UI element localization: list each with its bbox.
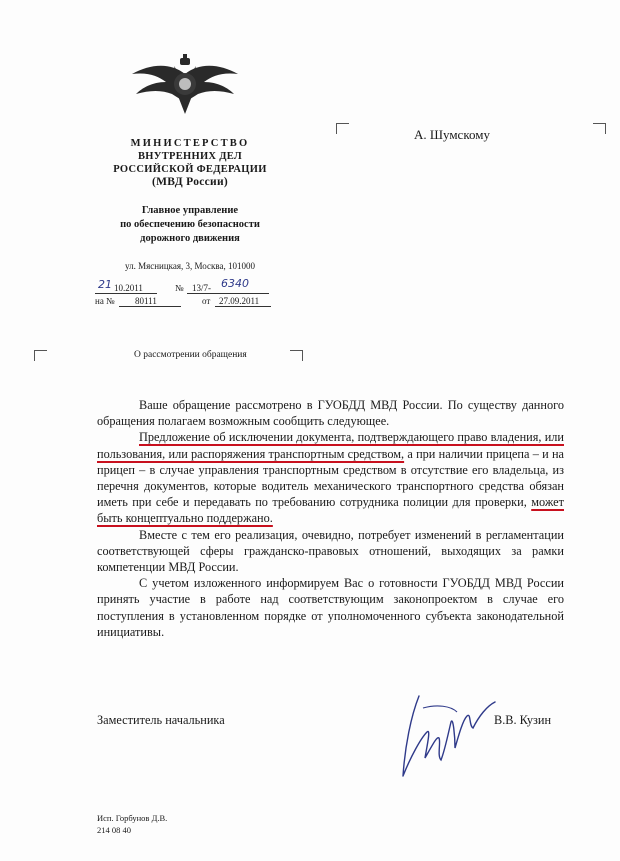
highlighted-text: может быть концептуально поддержано. bbox=[97, 495, 564, 526]
reg-no: 13/7- bbox=[192, 283, 211, 293]
paragraph-text: а при наличии прицепа – и на прицеп – в случае управления транспортным средством в отсутствие его владельца, из перечня документов, которые водитель механического транспортного средства обязан иметь при себе и передавать по требованию сотрудника полиции для проверки, bbox=[97, 446, 564, 510]
department-line: дорожного движения bbox=[140, 233, 240, 244]
department-block bbox=[80, 204, 300, 246]
double-headed-eagle-emblem-icon bbox=[130, 52, 240, 120]
recipient: А. Шумскому bbox=[414, 127, 490, 142]
signatory-name: В.В. Кузин bbox=[494, 713, 552, 727]
paragraph: Ваше обращение рассмотрено в ГУОБДД МВД России. По существу данного обращения полагаем возможным сообщить следующее. bbox=[97, 398, 564, 429]
reg-no-label: № bbox=[175, 283, 184, 293]
paragraph bbox=[97, 429, 564, 526]
ministry-line: РОССИЙСКОЙ ФЕДЕРАЦИИ bbox=[113, 164, 267, 175]
paragraph: С учетом изложенного информируем Вас о готовности ГУОБДД МВД России принять участие в работе над соответствующим законопроектом в случае его поступления в установленном порядке от уполномоченного субъекта законодательной инициативы. bbox=[97, 576, 564, 639]
executor-block bbox=[97, 812, 167, 836]
from-label: от bbox=[202, 296, 211, 306]
address: ул. Мясницкая, 3, Москва, 101000 bbox=[124, 261, 256, 271]
from-date: 27.09.2011 bbox=[219, 296, 260, 306]
ministry-line: МИНИСТЕРСТВО bbox=[130, 138, 250, 149]
date-handwritten: 21 bbox=[98, 278, 112, 291]
corner-mark bbox=[290, 350, 303, 361]
signatory-title: Заместитель начальника bbox=[97, 713, 225, 727]
corner-mark bbox=[593, 123, 606, 134]
ministry-line: ВНУТРЕННИХ ДЕЛ bbox=[137, 151, 243, 162]
department-line: по обеспечению безопасности bbox=[120, 219, 260, 230]
corner-mark bbox=[34, 350, 47, 361]
reg-date: 10.2011 bbox=[114, 283, 143, 293]
ref-label: на № bbox=[95, 296, 115, 306]
subject-line: О рассмотрении обращения bbox=[134, 350, 247, 360]
ministry-block bbox=[90, 137, 290, 189]
letter-body bbox=[97, 397, 564, 640]
ref-no: 80111 bbox=[135, 296, 157, 306]
corner-mark bbox=[336, 123, 349, 134]
department-line: Главное управление bbox=[141, 205, 239, 216]
paragraph: Вместе с тем его реализация, очевидно, потребует изменений в регламентации соответствующей сферы гражданско-правовых отношений, выходящих за рамки компетенции МВД России. bbox=[97, 527, 564, 575]
highlighted-text: Предложение об исключении документа, подтверждающего право владения, или пользования, или распоряжения транспортным средством, bbox=[97, 430, 564, 461]
handwritten-signature bbox=[397, 686, 497, 784]
ministry-line: (МВД России) bbox=[151, 176, 229, 188]
executor-phone: 214 08 40 bbox=[97, 825, 131, 835]
reg-no-handwritten: 6340 bbox=[221, 277, 249, 290]
registration-block bbox=[95, 277, 295, 308]
executor-name: Исп. Горбунов Д.В. bbox=[97, 813, 168, 823]
